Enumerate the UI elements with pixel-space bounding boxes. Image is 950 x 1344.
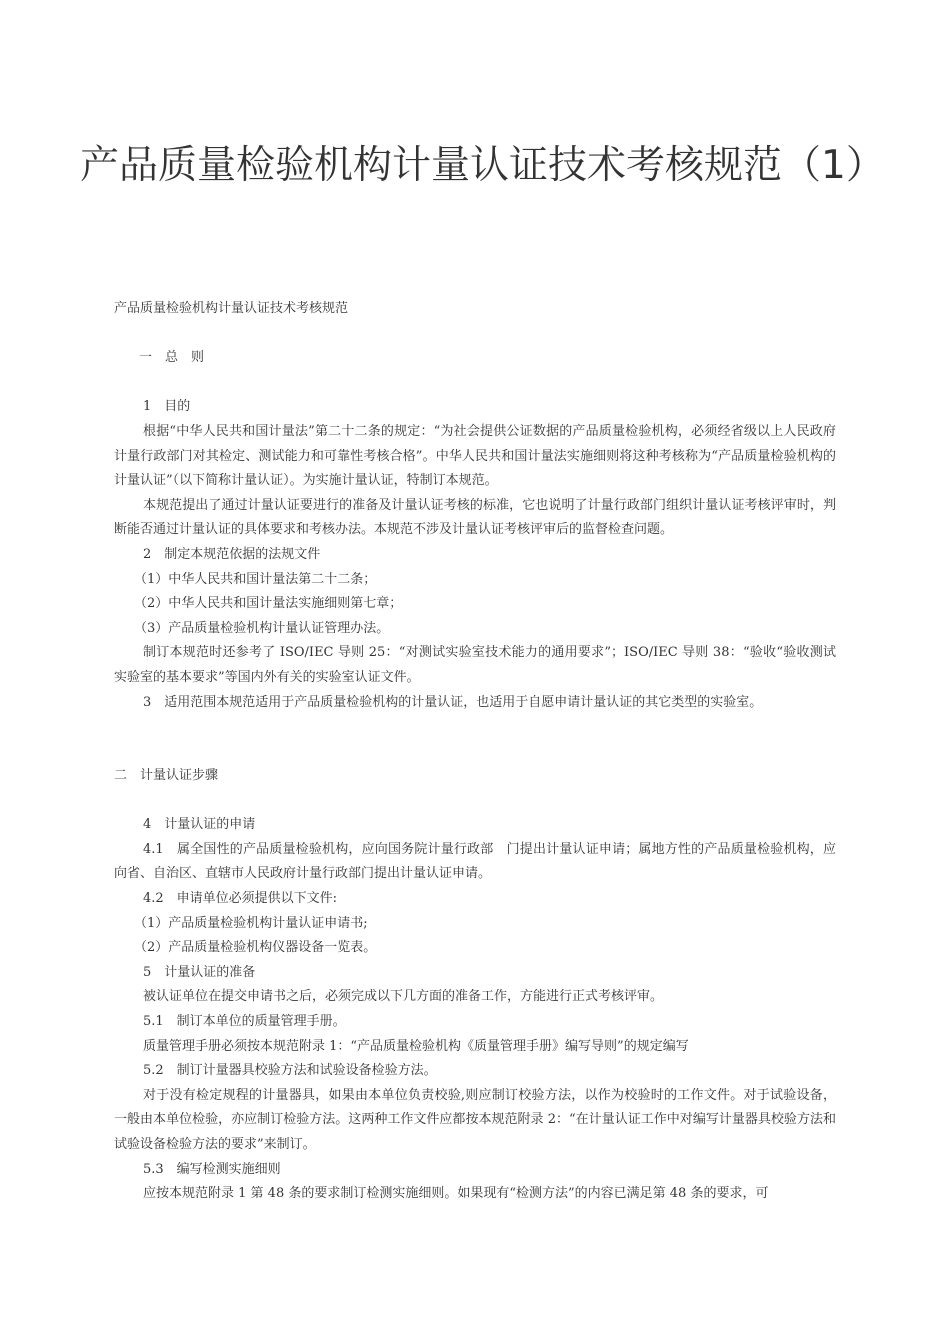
list-item: （1）产品质量检验机构计量认证申请书; [134,915,368,931]
document-body [114,297,836,1207]
document-subtitle: 产品质量检验机构计量认证技术考核规范 [114,301,349,316]
section-heading: 1 目的 [143,399,191,415]
list-item: （2）中华人民共和国计量法实施细则第七章； [134,596,403,612]
paragraph: 对于没有检定规程的计量器具，如果由本单位负责校验,则应制订校验方法，以作为校验时的工作文件。对于试验设备，一般由本单位检验，亦应制订检验方法。这两种工作文件应都按本规范附录 2：“在计量认证工作中对编写计量器具校验方法和试验设备检验方法的要求”来制订。 [114,1087,836,1152]
list-item: （1）中华人民共和国计量法第二十二条； [134,571,377,587]
chapter-heading: 一 总 则 [139,350,205,366]
paragraph: 根据“中华人民共和国计量法”第二十二条的规定：“为社会提供公证数据的产品质量检验机构，必须经省级以上人民政府计量行政部门对其检定、测试能力和可靠性考核合格”。中华人民共和国计量法实施细则将这种考核称为“产品质量检验机构的计量认证”（以下简称计量认证）。为实施计量认证，特制订本规范。 [114,423,836,489]
chapter-heading: 二 计量认证步骤 [114,768,219,784]
list-item: （3）产品质量检验机构计量认证管理办法。 [134,620,390,636]
paragraph: 4.2 申请单位必须提供以下文件: [143,891,338,907]
paragraph: 制订本规范时还参考了 ISO/IEC 导则 25：“对测试实验室技术能力的通用要求”；ISO/IEC 导则 38：“验收“验收测试实验室的基本要求”等国内外有关的实验室认证文件。 [114,645,836,685]
paragraph: 本规范提出了通过计量认证要进行的准备及计量认证考核的标准，它也说明了计量行政部门组织计量认证考核评审时，判断能否通过计量认证的具体要求和考核办法。本规范不涉及计量认证考核评审后的监督检查问题。 [114,497,836,538]
paragraph: 应按本规范附录 1 第 48 条的要求制订检测实施细则。如果现有“检测方法”的内容已满足第 48 条的要求，可 [143,1186,769,1202]
section-heading: 5 计量认证的准备 [143,964,256,980]
paragraph: 3 适用范围本规范适用于产品质量检验机构的计量认证，也适用于自愿申请计量认证的其它类型的实验室。 [143,694,763,710]
document-title: 产品质量检验机构计量认证技术考核规范（1） [80,143,885,188]
section-heading: 4 计量认证的申请 [143,817,256,833]
paragraph: 4.1 属全国性的产品质量检验机构，应向国务院计量行政部 门提出计量认证申请；属地方性的产品质量检验机构，应向省、自治区、直辖市人民政府计量行政部门提出计量认证申请。 [114,841,836,882]
section-heading: 5.3 编写检测实施细则 [143,1161,281,1177]
list-item: （2）产品质量检验机构仪器设备一览表。 [134,940,377,956]
paragraph: 质量管理手册必须按本规范附录 1：“产品质量检验机构《质量管理手册》编写导则”的规定编写 [143,1038,689,1054]
section-heading: 5.2 制订计量器具校验方法和试验设备检验方法。 [143,1063,437,1079]
paragraph: 被认证单位在提交申请书之后，必须完成以下几方面的准备工作，方能进行正式考核评审。 [143,989,664,1005]
section-heading: 2 制定本规范依据的法规文件 [143,546,321,562]
section-heading: 5.1 制订本单位的质量管理手册。 [143,1014,346,1030]
